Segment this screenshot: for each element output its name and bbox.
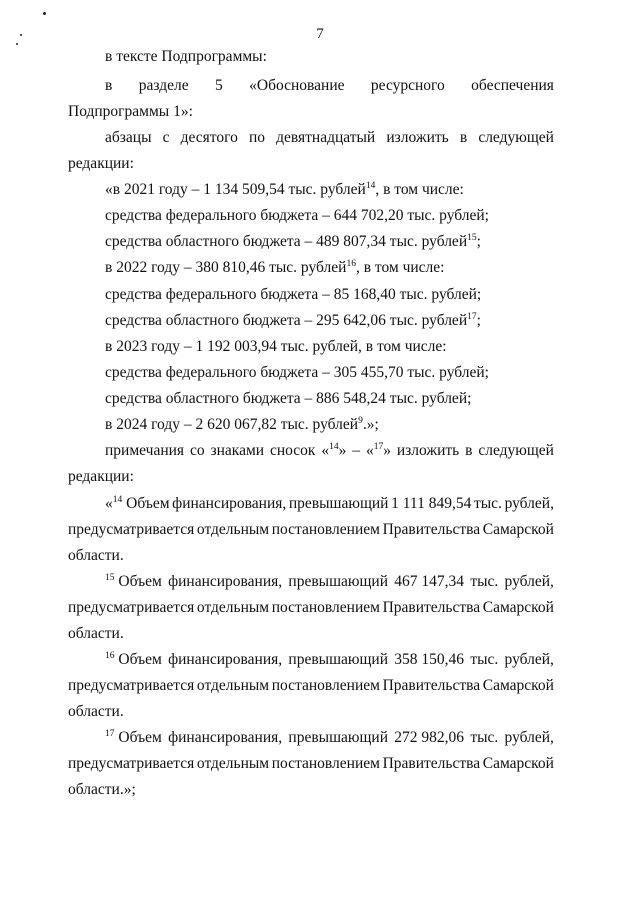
text-line: области.»; (68, 781, 136, 798)
text-line: в тексте Подпрограммы: (105, 48, 267, 65)
word: со (189, 442, 205, 459)
footnote-mark-17 (366, 441, 391, 461)
scan-speck (43, 12, 46, 15)
footnote-ref: 14 (112, 495, 123, 505)
footnote-ref: 17 (373, 442, 384, 452)
word: Правительства (382, 677, 481, 694)
text-line: области. (68, 703, 124, 720)
word: сносок (269, 442, 316, 459)
word: Самарской (482, 755, 554, 772)
text-line: редакции: (68, 468, 134, 485)
word: десятого (180, 129, 238, 146)
footnote-lead (105, 728, 162, 748)
word: предусматривается (68, 521, 195, 538)
text-line (68, 598, 554, 618)
word: предусматривается (68, 677, 195, 694)
word: Объем (118, 573, 162, 590)
text-line (105, 76, 554, 96)
text-line: области. (68, 625, 124, 642)
scan-speck (16, 43, 18, 45)
word: рублей, (504, 573, 554, 590)
word: по (248, 129, 265, 146)
quote-mark: » (383, 442, 391, 459)
word: разделе (138, 77, 189, 94)
word: тыс. (470, 729, 499, 746)
quote-mark: » (338, 442, 347, 459)
word: в (459, 129, 468, 146)
text-line (105, 258, 444, 278)
word: в (465, 442, 473, 459)
word: 5 (215, 77, 223, 94)
word: финансирования, (168, 651, 283, 668)
text-run: «в 2021 году – 1 134 509,54 тыс. рублей (105, 181, 366, 198)
word: рублей, (504, 729, 554, 746)
footnote-ref: 9 (358, 416, 363, 426)
word: финансирования, (168, 573, 283, 590)
word: финансирования, (168, 729, 283, 746)
word: Объем (118, 651, 162, 668)
footnote-lead (105, 572, 162, 592)
word: примечания (105, 442, 185, 459)
word: 1 111 849,54 (391, 495, 472, 512)
text-run: , в том числе: (355, 259, 445, 276)
footnote-lead (105, 494, 170, 514)
page-number: 7 (316, 26, 324, 42)
word: знаками (210, 442, 265, 459)
word: Самарской (482, 599, 554, 616)
word: следующей (478, 442, 554, 459)
text-run: , в том числе: (375, 181, 464, 198)
word: постановлением (271, 677, 380, 694)
word: в (105, 77, 113, 94)
word: изложить (396, 442, 460, 459)
footnote-ref: 14 (329, 442, 339, 452)
word: обеспечения (471, 77, 554, 94)
text-line: средства областного бюджета – 886 548,24 тыс. рублей; (105, 390, 472, 407)
word: «Обоснование (249, 77, 345, 94)
text-line: области. (68, 547, 124, 564)
word: предусматривается (68, 755, 195, 772)
word: 272 982,06 (394, 729, 465, 746)
word: 358 150,46 (394, 651, 465, 668)
text-run: в 2022 году – 380 810,46 тыс. рублей (105, 259, 347, 276)
word: Правительства (382, 599, 481, 616)
text-line (105, 494, 554, 514)
word: тыс. (473, 495, 502, 512)
word: Самарской (482, 677, 554, 694)
text-run: средства областного бюджета – 489 807,34 тыс. рублей (105, 233, 468, 250)
word: отдельным (196, 521, 270, 538)
text-line (105, 128, 554, 148)
word: девятнадцатый (276, 129, 376, 146)
word: отдельным (196, 599, 270, 616)
word: отдельным (196, 677, 270, 694)
text-line (105, 180, 464, 200)
footnote-ref: 16 (105, 651, 115, 661)
word: ресурсного (370, 77, 445, 94)
quote-mark: « (105, 495, 113, 512)
footnote-mark-14 (321, 441, 346, 461)
text-line (105, 572, 554, 592)
footnote-ref: 17 (105, 729, 115, 739)
word: изложить (386, 129, 449, 146)
word: предусматривается (68, 599, 195, 616)
text-line (105, 650, 554, 670)
footnote-lead (105, 650, 162, 670)
word: Объем (126, 495, 170, 512)
text-line (68, 676, 554, 696)
word: тыс. (470, 651, 499, 668)
word: превышающий (288, 651, 388, 668)
word: абзацы (105, 129, 152, 146)
text-line (105, 441, 554, 461)
word: рублей, (504, 495, 554, 512)
word: превышающий (288, 573, 388, 590)
word: следующей (478, 129, 554, 146)
text-run: ; (476, 233, 481, 250)
footnote-ref: 16 (346, 259, 356, 269)
word: Правительства (382, 755, 481, 772)
word: Самарской (482, 521, 554, 538)
text-line (105, 415, 379, 435)
text-run: .»; (362, 416, 379, 433)
text-line: редакции: (68, 155, 134, 172)
text-line (105, 311, 481, 331)
text-line: в 2023 году – 1 192 003,94 тыс. рублей, в том числе: (105, 338, 447, 355)
footnote-ref: 15 (467, 233, 477, 243)
word: рублей, (504, 651, 554, 668)
word: финансирования, (172, 495, 287, 512)
footnote-ref: 17 (467, 312, 477, 322)
text-line: средства федерального бюджета – 644 702,20 тыс. рублей; (105, 207, 489, 224)
word: превышающий (288, 729, 388, 746)
word: с (162, 129, 170, 146)
text-line (105, 728, 554, 748)
word: постановлением (271, 599, 380, 616)
text-line: средства федерального бюджета – 85 168,40 тыс. рублей; (105, 286, 482, 303)
text-run: в 2024 году – 2 620 067,82 тыс. рублей (105, 416, 359, 433)
word: превышающий (288, 495, 389, 512)
text-line (105, 232, 481, 252)
footnote-ref: 14 (365, 181, 376, 191)
text-line (68, 520, 554, 540)
word: постановлением (271, 755, 380, 772)
quote-mark: « (321, 442, 330, 459)
word: 467 147,34 (394, 573, 465, 590)
text-line: средства федерального бюджета – 305 455,70 тыс. рублей; (105, 364, 489, 381)
text-line: Подпрограммы 1»: (68, 103, 193, 120)
footnote-ref: 15 (105, 573, 115, 583)
text-line (68, 754, 554, 774)
quote-mark: « (365, 442, 374, 459)
text-run: ; (476, 312, 481, 329)
word: тыс. (470, 573, 499, 590)
word: отдельным (196, 755, 270, 772)
text-run: средства областного бюджета – 295 642,06 тыс. рублей (105, 312, 468, 329)
word: Правительства (382, 521, 481, 538)
word: постановлением (271, 521, 380, 538)
word: Объем (118, 729, 162, 746)
word: – (352, 442, 361, 459)
